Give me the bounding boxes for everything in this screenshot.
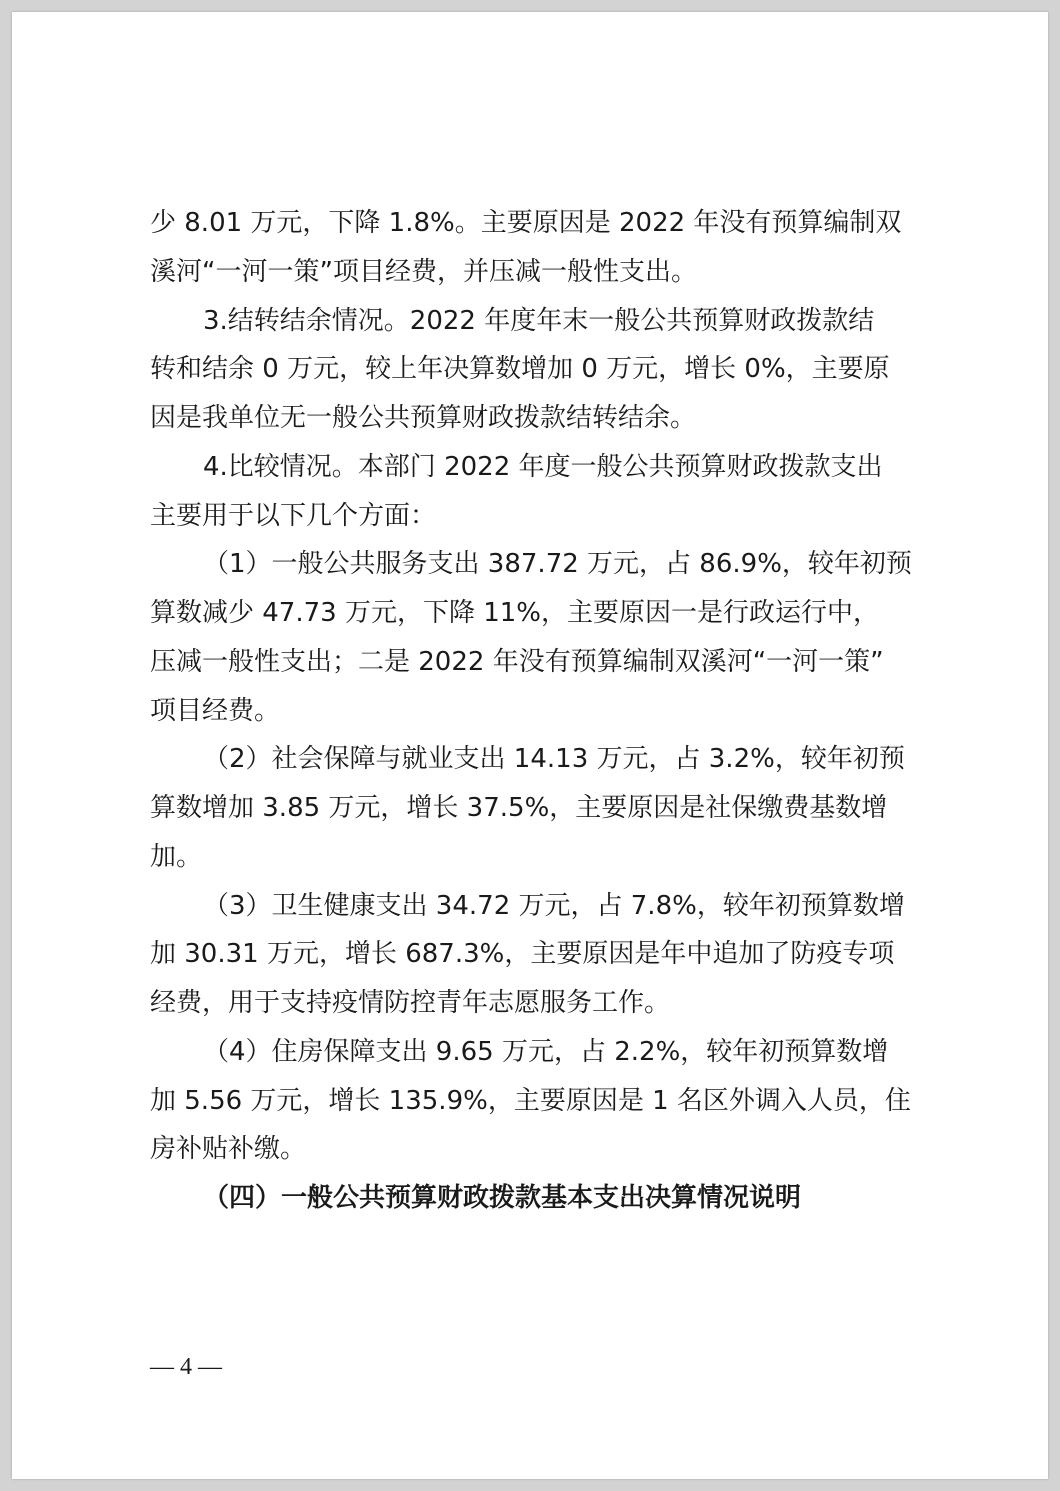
text-line: 房补贴补缴。 — [150, 1134, 307, 1164]
text-line: 算数减少 47.73 万元，下降 11%，主要原因一是行政运行中， — [150, 598, 880, 628]
paragraph-first-line: 3.结转结余情况。2022 年度年末一般公共预算财政拨款结 — [203, 306, 875, 336]
text-line: 因是我单位无一般公共预算财政拨款结转结余。 — [150, 403, 697, 433]
section-heading: （四）一般公共预算财政拨款基本支出决算情况说明 — [203, 1183, 802, 1213]
paragraph-first-line: （2）社会保障与就业支出 14.13 万元，占 3.2%，较年初预 — [203, 744, 905, 774]
text-line: 加 30.31 万元，增长 687.3%，主要原因是年中追加了防疫专项 — [150, 939, 895, 969]
paragraph-first-line: 4.比较情况。本部门 2022 年度一般公共预算财政拨款支出 — [203, 452, 883, 482]
text-line: 加 5.56 万元，增长 135.9%，主要原因是 1 名区外调入人员，住 — [150, 1086, 911, 1116]
text-line: 项目经费。 — [150, 696, 281, 726]
text-line: 算数增加 3.85 万元，增长 37.5%，主要原因是社保缴费基数增 — [150, 793, 888, 823]
paragraph-first-line: （1）一般公共服务支出 387.72 万元，占 86.9%，较年初预 — [203, 549, 912, 579]
text-line: 压减一般性支出；二是 2022 年没有预算编制双溪河“一河一策” — [150, 647, 884, 677]
text-line: 转和结余 0 万元，较上年决算数增加 0 万元，增长 0%，主要原 — [150, 354, 890, 384]
paragraph-first-line: （3）卫生健康支出 34.72 万元，占 7.8%，较年初预算数增 — [203, 891, 905, 921]
text-line: 主要用于以下几个方面： — [150, 501, 437, 531]
text-line: 少 8.01 万元，下降 1.8%。主要原因是 2022 年没有预算编制双 — [150, 208, 902, 238]
text-line: 加。 — [150, 842, 203, 872]
paragraph-first-line: （4）住房保障支出 9.65 万元，占 2.2%，较年初预算数增 — [203, 1037, 889, 1067]
text-line: 经费，用于支持疫情防控青年志愿服务工作。 — [150, 988, 671, 1018]
text-line: 溪河“一河一策”项目经费，并压减一般性支出。 — [150, 257, 697, 287]
page-number: — 4 — — [150, 1354, 222, 1380]
